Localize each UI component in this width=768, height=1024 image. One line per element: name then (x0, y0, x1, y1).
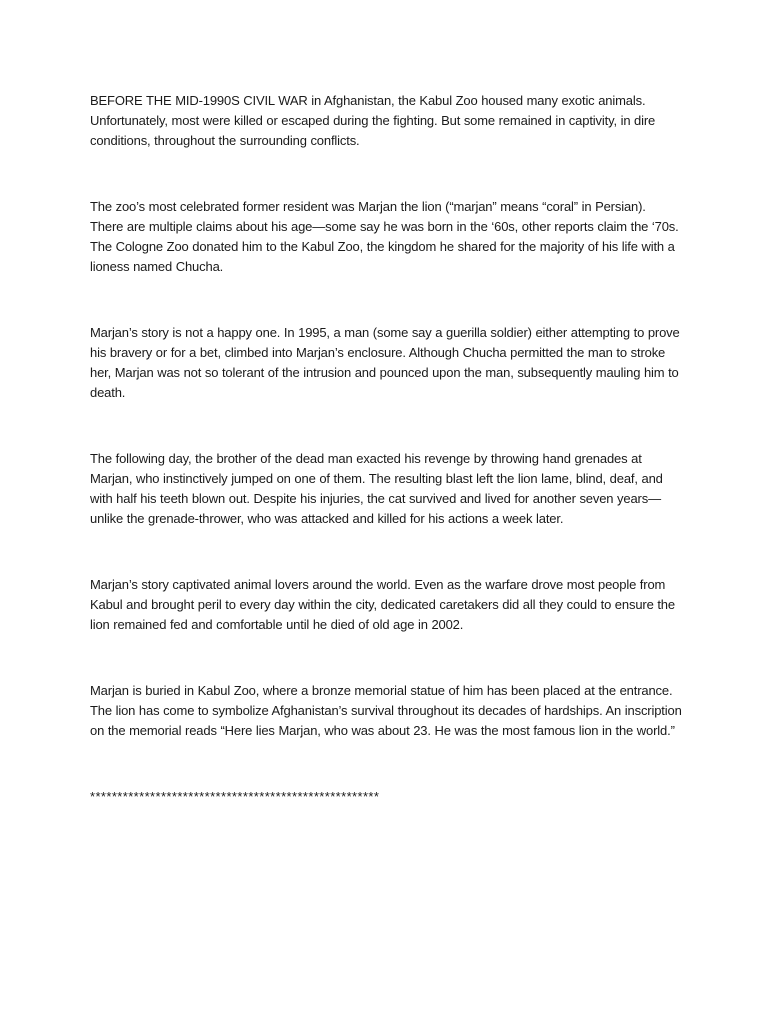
paragraph-mauling: Marjan’s story is not a happy one. In 1995, a man (some say a guerilla soldier) either attempting to prove his bravery or for a bet, climbed into Marjan’s enclosure. Although Chucha permitted the man to stroke her, Marjan was not so tolerant of the intrusion and pounced upon the man, subsequently mauling him to death. (90, 325, 680, 400)
document-body (90, 91, 682, 807)
paragraph-spacer (90, 529, 682, 575)
paragraph-spacer (90, 403, 682, 449)
paragraph-intro: BEFORE THE MID-1990S CIVIL WAR in Afghanistan, the Kabul Zoo housed many exotic animals. Unfortunately, most were killed or escaped during the fighting. But some remained in captivity, in dire conditions, throughout the surrounding conflicts. (90, 93, 656, 148)
paragraph-spacer (90, 635, 682, 681)
paragraph-memorial: Marjan is buried in Kabul Zoo, where a bronze memorial statue of him has been placed at the entrance. The lion has come to symbolize Afghanistan’s survival throughout its decades of hardships. An inscription on the memorial reads “Here lies Marjan, who was about 23. He was the most famous lion in the world.” (90, 683, 682, 738)
paragraph-grenade: The following day, the brother of the dead man exacted his revenge by throwing hand grenades at Marjan, who instinctively jumped on one of them. The resulting blast left the lion lame, blind, deaf, and with half his teeth blown out. Despite his injuries, the cat survived and lived for another seven years—unlike the grenade-thrower, who was attacked and killed for his actions a week later. (90, 451, 663, 526)
asterisk-separator: ***************************************************** (90, 789, 380, 804)
paragraph-spacer (90, 277, 682, 323)
paragraph-spacer (90, 151, 682, 197)
paragraph-caretakers: Marjan’s story captivated animal lovers around the world. Even as the warfare drove most people from Kabul and brought peril to every day within the city, dedicated caretakers did all they could to ensure the lion remained fed and comfortable until he died of old age in 2002. (90, 577, 675, 632)
paragraph-spacer (90, 741, 682, 787)
paragraph-marjan-origin: The zoo’s most celebrated former resident was Marjan the lion (“marjan” means “coral” in Persian). There are multiple claims about his age—some say he was born in the ‘60s, other reports claim the ‘70s. The Cologne Zoo donated him to the Kabul Zoo, the kingdom he shared for the majority of his life with a lioness named Chucha. (90, 199, 679, 274)
